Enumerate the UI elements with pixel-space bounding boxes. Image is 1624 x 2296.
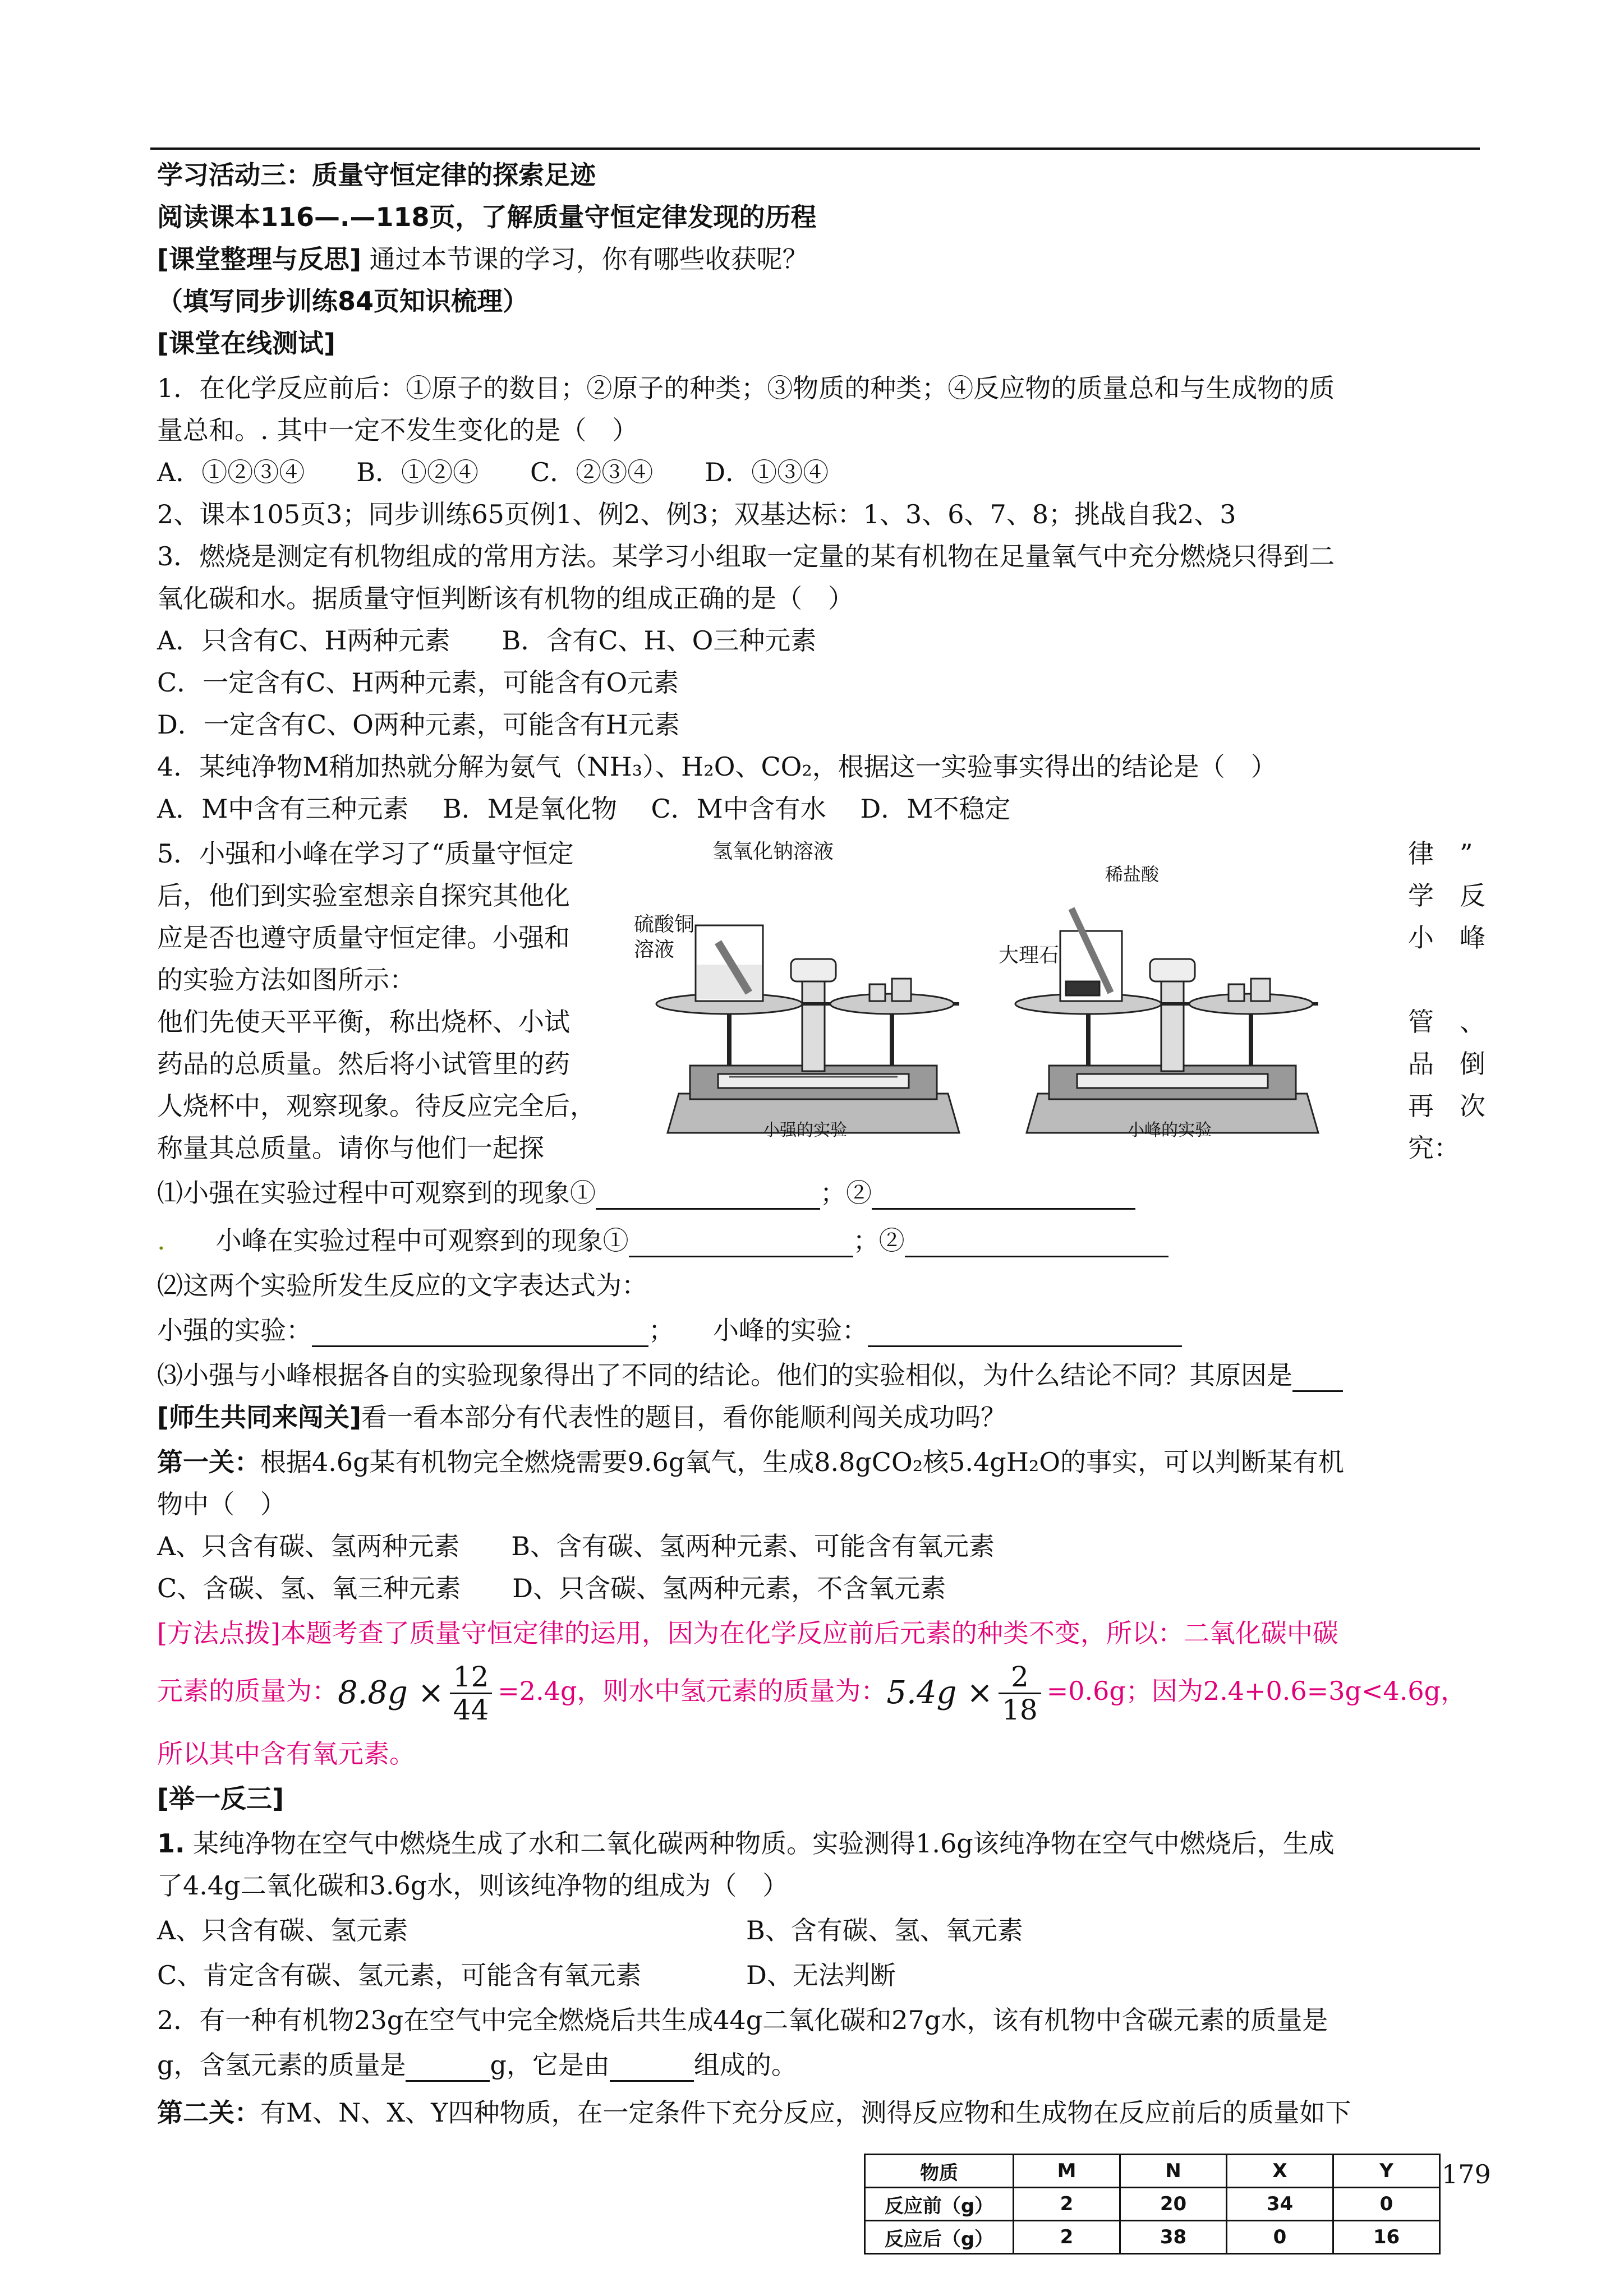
sub1-text-a: ⑴小强在实验过程中可观察到的现象① — [157, 1178, 596, 1208]
practice-q2-text: 2．有一种有机物23g在空气中完全燃烧后共生成44g二氧化碳和27g水，该有机物中含碳元素的质量是 — [157, 2005, 1328, 2035]
denominator: 44 — [453, 1693, 489, 1726]
answer-blank[interactable] — [312, 1321, 648, 1347]
sub1-text-b: ；② — [820, 1178, 872, 1208]
table-header: N — [1120, 2155, 1227, 2188]
header-rule — [150, 147, 1480, 150]
table-row — [865, 2188, 1440, 2221]
first-gate-label: 第一关： — [157, 1447, 260, 1477]
label-hcl: 稀盐酸 — [1105, 864, 1160, 885]
mass-table — [864, 2154, 1441, 2254]
q1-options: A．①②③④ B．①②④ C．②③④ D．①③④ — [157, 457, 829, 487]
q5-text-6: 药品的总质量。然后将小试管里的药 — [157, 1049, 570, 1079]
first-gate-line — [157, 1445, 1344, 1479]
q5-right-3: 小 峰 — [1408, 923, 1485, 953]
sub3-text: ⑵这两个实验所发生反应的文字表达式为： — [157, 1270, 647, 1301]
q4-text: 4．某纯净物M稍加热就分解为氨气（NH₃）、H₂O、CO₂，根据这一实验事实得出的结论是（ ） — [157, 751, 1277, 782]
right-balance — [1015, 909, 1318, 1133]
table-header: M — [1014, 2155, 1120, 2188]
table-cell: 反应前（g） — [865, 2188, 1014, 2221]
caption-right: 小峰的实验 — [1128, 1121, 1212, 1140]
fraction-12-44 — [450, 1661, 493, 1726]
q5-right-1: 律 ” — [1408, 838, 1473, 869]
gate-heading-line — [157, 1400, 1006, 1434]
q3-option-d: D．一定含有C、O两种元素，可能含有H元素 — [157, 709, 680, 740]
denominator: 18 — [1002, 1693, 1038, 1726]
q5-text-2: 后，他们到实验室想亲自探究其他化 — [157, 880, 570, 911]
practice-q1-option-c: C、肯定含有碳、氢元素，可能含有氧元素 — [157, 1960, 642, 1990]
table-cell: 0 — [1333, 2188, 1440, 2221]
q5-text-4: 的实验方法如图所示： — [157, 965, 415, 995]
q5-text-8: 称量其总质量。请你与他们一起探 — [157, 1133, 544, 1163]
balance-experiment-figure — [634, 830, 1363, 1155]
answer-blank[interactable] — [1292, 1366, 1343, 1392]
q5-text-5: 他们先使天平平衡，称出烧杯、小试 — [157, 1007, 570, 1037]
table-cell: 34 — [1227, 2188, 1333, 2221]
table-cell: 2 — [1014, 2188, 1120, 2221]
q3-option-c: C．一定含有C、H两种元素，可能含有O元素 — [157, 667, 679, 698]
reflection-text: 通过本节课的学习，你有哪些收获呢？ — [361, 244, 808, 274]
reading-instruction: 阅读课本116—.—118页，了解质量守恒定律发现的历程 — [157, 202, 817, 232]
numerator: 12 — [450, 1661, 493, 1694]
sub4-line — [157, 1313, 1182, 1347]
sub2-text-b: ；② — [853, 1225, 905, 1256]
sub2-text-a: 小峰在实验过程中可观察到的现象① — [215, 1225, 629, 1256]
page-number: 179 — [1442, 2159, 1491, 2189]
method-hint-1: [方法点拨]本题考查了质量守恒定律的运用，因为在化学反应前后元素的种类不变，所以：二氧化碳中碳 — [157, 1618, 1338, 1648]
second-gate-line — [157, 2096, 1351, 2129]
math-term-2: 5.4g × — [886, 1675, 993, 1711]
online-test-heading: [课堂在线测试] — [157, 328, 336, 358]
table-header-row — [865, 2155, 1440, 2188]
math-term-1: 8.8g × — [338, 1675, 444, 1711]
stray-dot: . — [157, 1225, 165, 1256]
table-row — [865, 2221, 1440, 2254]
practice-q2-text-b: g，它是由 — [490, 2050, 610, 2080]
answer-blank[interactable] — [406, 2055, 490, 2082]
practice-q1-number: 1. — [157, 1828, 185, 1859]
sub5-line — [157, 1358, 1343, 1392]
method-text-b: =2.4g，则水中氢元素的质量为： — [498, 1676, 887, 1706]
label-naoh: 氢氧化钠溶液 — [712, 840, 834, 863]
q5-right-8: 究： — [1408, 1133, 1460, 1163]
sub2-line — [157, 1224, 1168, 1257]
q5-right-5: 管 、 — [1408, 1007, 1485, 1037]
answer-blank[interactable] — [872, 1183, 1135, 1210]
first-gate-text-2: 物中（ ） — [157, 1489, 286, 1519]
q2-text: 2、课本105页3；同步训练65页例1、例2、例3；双基达标：1、3、6、7、8；挑战自我2、3 — [157, 499, 1236, 529]
first-gate-text: 根据4.6g某有机物完全燃烧需要9.6g氧气，生成8.8gCO₂核5.4gH₂O的事实，可以判断某有机 — [260, 1447, 1345, 1477]
table-cell: 16 — [1333, 2221, 1440, 2254]
label-marble: 大理石 — [999, 944, 1060, 967]
practice-heading: [举一反三] — [157, 1783, 284, 1814]
q5-text-1: 5．小强和小峰在学习了“质量守恒定 — [157, 838, 574, 869]
gate-heading: [师生共同来闯关] — [157, 1402, 362, 1432]
method-text-c: =0.6g；因为2.4+0.6=3g<4.6g， — [1046, 1676, 1467, 1706]
first-gate-option-ab: A、只含有碳、氢两种元素 B、含有碳、氢两种元素、可能含有氧元素 — [157, 1531, 995, 1561]
table-cell: 反应后（g） — [865, 2221, 1014, 2254]
practice-q1-line — [157, 1827, 1335, 1860]
reflection-line — [157, 242, 808, 276]
practice-q1-option-a: A、只含有碳、氢元素 — [157, 1915, 408, 1945]
practice-q1-text: 某纯净物在空气中燃烧生成了水和二氧化碳两种物质。实验测得1.6g该纯净物在空气中燃烧后，生成 — [185, 1828, 1335, 1859]
sub1-line — [157, 1176, 1135, 1210]
practice-q2-text-c: 组成的。 — [693, 2050, 797, 2080]
q3-text-2: 氧化碳和水。据质量守恒判断该有机物的组成正确的是（ ） — [157, 583, 854, 614]
method-hint-2 — [157, 1654, 1466, 1730]
q3-text-1: 3．燃烧是测定有机物组成的常用方法。某学习小组取一定量的某有机物在足量氧气中充分燃烧只得到二 — [157, 541, 1335, 571]
table-cell: 20 — [1120, 2188, 1227, 2221]
answer-blank[interactable] — [905, 1231, 1168, 1257]
q5-right-7: 再 次 — [1408, 1091, 1485, 1121]
q1-text-2: 量总和。. 其中一定不发生变化的是（ ） — [157, 415, 638, 445]
practice-q2-line-2 — [157, 2048, 797, 2082]
practice-q1-option-b: B、含有碳、氢、氧元素 — [746, 1915, 1023, 1945]
table-cell: 2 — [1014, 2221, 1120, 2254]
label-cuso4-line1: 硫酸铜 — [634, 913, 695, 936]
answer-blank[interactable] — [596, 1183, 820, 1210]
second-gate-text: 有M、N、X、Y四种物质，在一定条件下充分反应，测得反应物和生成物在反应前后的质量如下 — [260, 2097, 1351, 2128]
q1-text-1: 1．在化学反应前后：①原子的数目；②原子的种类；③物质的种类；④反应物的质量总和与生成物的质 — [157, 373, 1335, 403]
fill-instruction: （填写同步训练84页知识梳理） — [157, 286, 529, 316]
gate-text: 看一看本部分有代表性的题目，看你能顺利闯关成功吗？ — [361, 1402, 1007, 1432]
table-header: Y — [1333, 2155, 1440, 2188]
reflection-heading: [课堂整理与反思] — [157, 244, 362, 274]
method-text-a: 元素的质量为： — [157, 1676, 338, 1706]
q4-options: A．M中含有三种元素 B．M是氧化物 C．M中含有水 D．M不稳定 — [157, 794, 1011, 824]
answer-blank[interactable] — [629, 1231, 853, 1257]
caption-left: 小强的实验 — [763, 1121, 847, 1140]
practice-q2-text-a: g，含氢元素的质量是 — [157, 2050, 406, 2080]
practice-q1-option-d: D、无法判断 — [746, 1960, 896, 1990]
q5-text-7: 人烧杯中，观察现象。待反应完全后， — [157, 1091, 596, 1121]
second-gate-label: 第二关： — [157, 2097, 260, 2128]
q5-right-2: 学 反 — [1408, 880, 1485, 911]
table-header: 物质 — [865, 2155, 1014, 2188]
method-hint-3: 所以其中含有氧元素。 — [157, 1739, 415, 1769]
first-gate-option-cd: C、含碳、氢、氧三种元素 D、只含碳、氢两种元素，不含氧元素 — [157, 1573, 946, 1603]
table-cell: 38 — [1120, 2221, 1227, 2254]
answer-blank[interactable] — [610, 2055, 694, 2082]
activity-title: 学习活动三：质量守恒定律的探索足迹 — [157, 160, 596, 190]
left-balance — [656, 925, 959, 1133]
label-cuso4-line2: 溶液 — [634, 938, 675, 961]
q3-option-ab: A．只含有C、H两种元素 B．含有C、H、O三种元素 — [157, 625, 817, 656]
sub4-text-a: 小强的实验： — [157, 1315, 312, 1345]
practice-q1-text-2: 了4.4g二氧化碳和3.6g水，则该纯净物的组成为（ ） — [157, 1870, 789, 1901]
sub4-text-b: ； 小峰的实验： — [648, 1315, 868, 1345]
numerator: 2 — [999, 1661, 1041, 1694]
table-cell: 0 — [1227, 2221, 1333, 2254]
table-header: X — [1227, 2155, 1333, 2188]
answer-blank[interactable] — [868, 1321, 1182, 1347]
sub5-text: ⑶小强与小峰根据各自的实验现象得出了不同的结论。他们的实验相似，为什么结论不同？其原因是 — [157, 1360, 1292, 1390]
q5-right-6: 品 倒 — [1408, 1049, 1485, 1079]
fraction-2-18 — [999, 1661, 1041, 1726]
q5-text-3: 应是否也遵守质量守恒定律。小强和 — [157, 923, 570, 953]
